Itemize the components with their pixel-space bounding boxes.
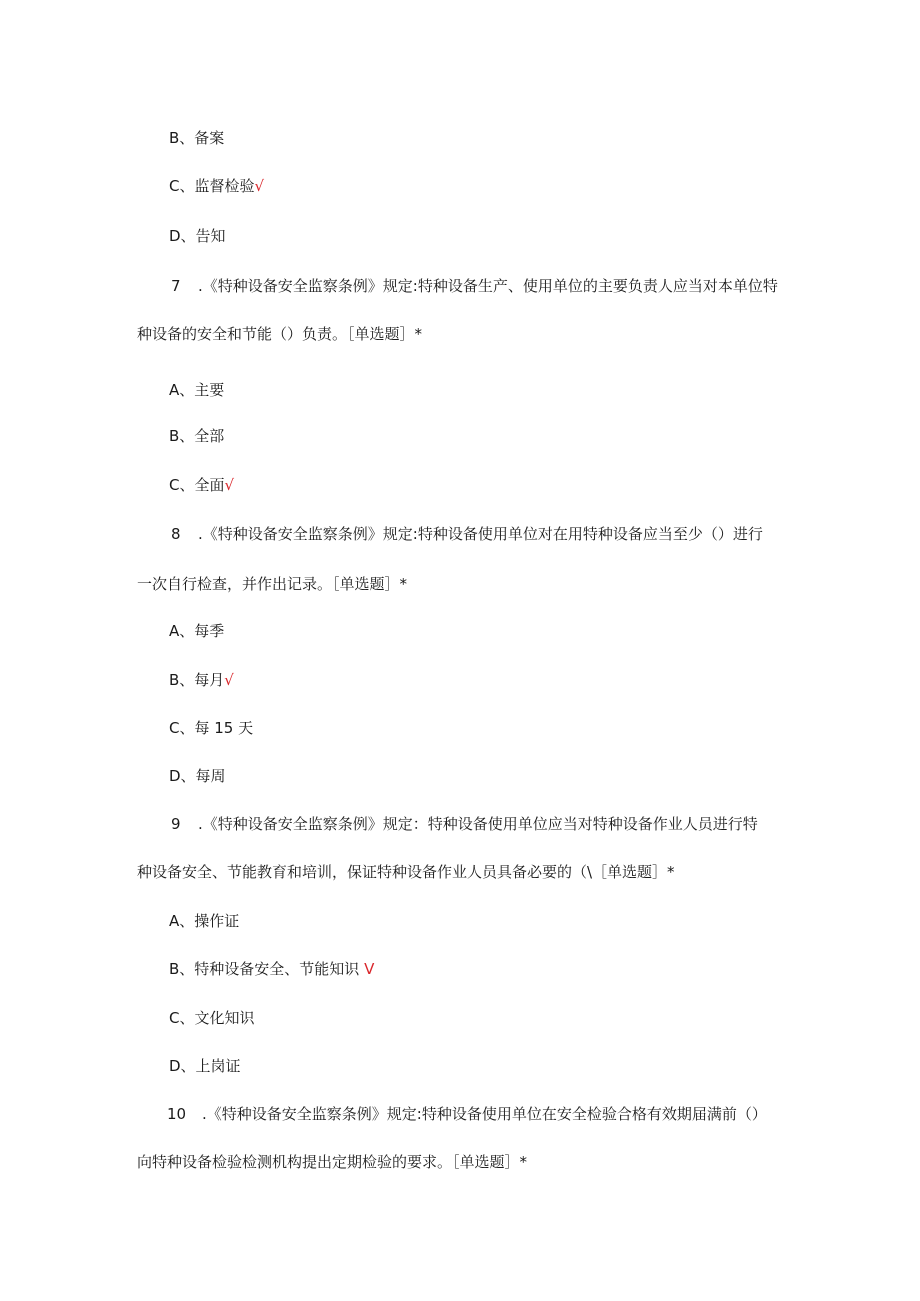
q8-option-a[interactable] (169, 621, 224, 641)
correct-check-icon: √ (224, 671, 234, 689)
q10-number: 10 (167, 1105, 187, 1123)
q7-text-line1: .《特种设备安全监察条例》规定:特种设备生产、使用单位的主要负责人应当对本单位特 (198, 277, 778, 295)
q6-option-c[interactable] (169, 176, 264, 196)
q6-option-b[interactable] (169, 128, 224, 148)
q9-option-b[interactable] (169, 959, 374, 979)
q7-option-a[interactable] (169, 380, 224, 400)
option-label: C、全面 (169, 476, 225, 494)
option-label: D、告知 (169, 227, 226, 245)
option-label: A、主要 (169, 381, 225, 399)
option-label: C、监督检验 (169, 177, 255, 195)
q6-option-d[interactable] (169, 226, 226, 246)
q8-option-d[interactable] (169, 766, 226, 786)
q9-number: 9 (171, 815, 181, 833)
q10-text-line2: 向特种设备检验检测机构提出定期检验的要求。［单选题］* (137, 1153, 528, 1171)
q8-number: 8 (171, 525, 181, 543)
option-label: B、每月 (169, 671, 225, 689)
option-label: A、每季 (169, 622, 225, 640)
q7-option-c[interactable] (169, 475, 234, 495)
q9-option-a[interactable] (169, 911, 239, 931)
q10-text-line1: .《特种设备安全监察条例》规定:特种设备使用单位在安全检验合格有效期届满前（） (202, 1105, 767, 1123)
option-label: C、每 15 天 (169, 719, 254, 737)
option-label: C、文化知识 (169, 1009, 255, 1027)
q7-number: 7 (171, 277, 181, 295)
correct-check-icon: V (364, 960, 375, 978)
option-label: D、每周 (169, 767, 226, 785)
q9-text-line2: 种设备安全、节能教育和培训，保证特种设备作业人员具备必要的（\［单选题］* (137, 863, 675, 881)
option-label: B、全部 (169, 427, 225, 445)
option-label: B、备案 (169, 129, 225, 147)
q8-option-c[interactable] (169, 718, 253, 738)
q9-option-d[interactable] (169, 1056, 241, 1076)
q9-option-c[interactable] (169, 1008, 254, 1028)
q8-text-line2: 一次自行检查，并作出记录。［单选题］* (137, 575, 408, 593)
correct-check-icon: √ (254, 177, 265, 195)
option-label: B、特种设备安全、节能知识 (169, 960, 360, 978)
q9-text-line1: .《特种设备安全监察条例》规定：特种设备使用单位应当对特种设备作业人员进行特 (198, 815, 758, 833)
option-label: D、上岗证 (169, 1057, 241, 1075)
option-label: A、操作证 (169, 912, 240, 930)
q7-text-line2: 种设备的安全和节能（）负责。［单选题］* (137, 325, 423, 343)
q7-option-b[interactable] (169, 426, 224, 446)
q8-option-b[interactable] (169, 670, 234, 690)
q8-text-line1: .《特种设备安全监察条例》规定:特种设备使用单位对在用特种设备应当至少（）进行 (198, 525, 763, 543)
correct-check-icon: √ (224, 476, 235, 494)
